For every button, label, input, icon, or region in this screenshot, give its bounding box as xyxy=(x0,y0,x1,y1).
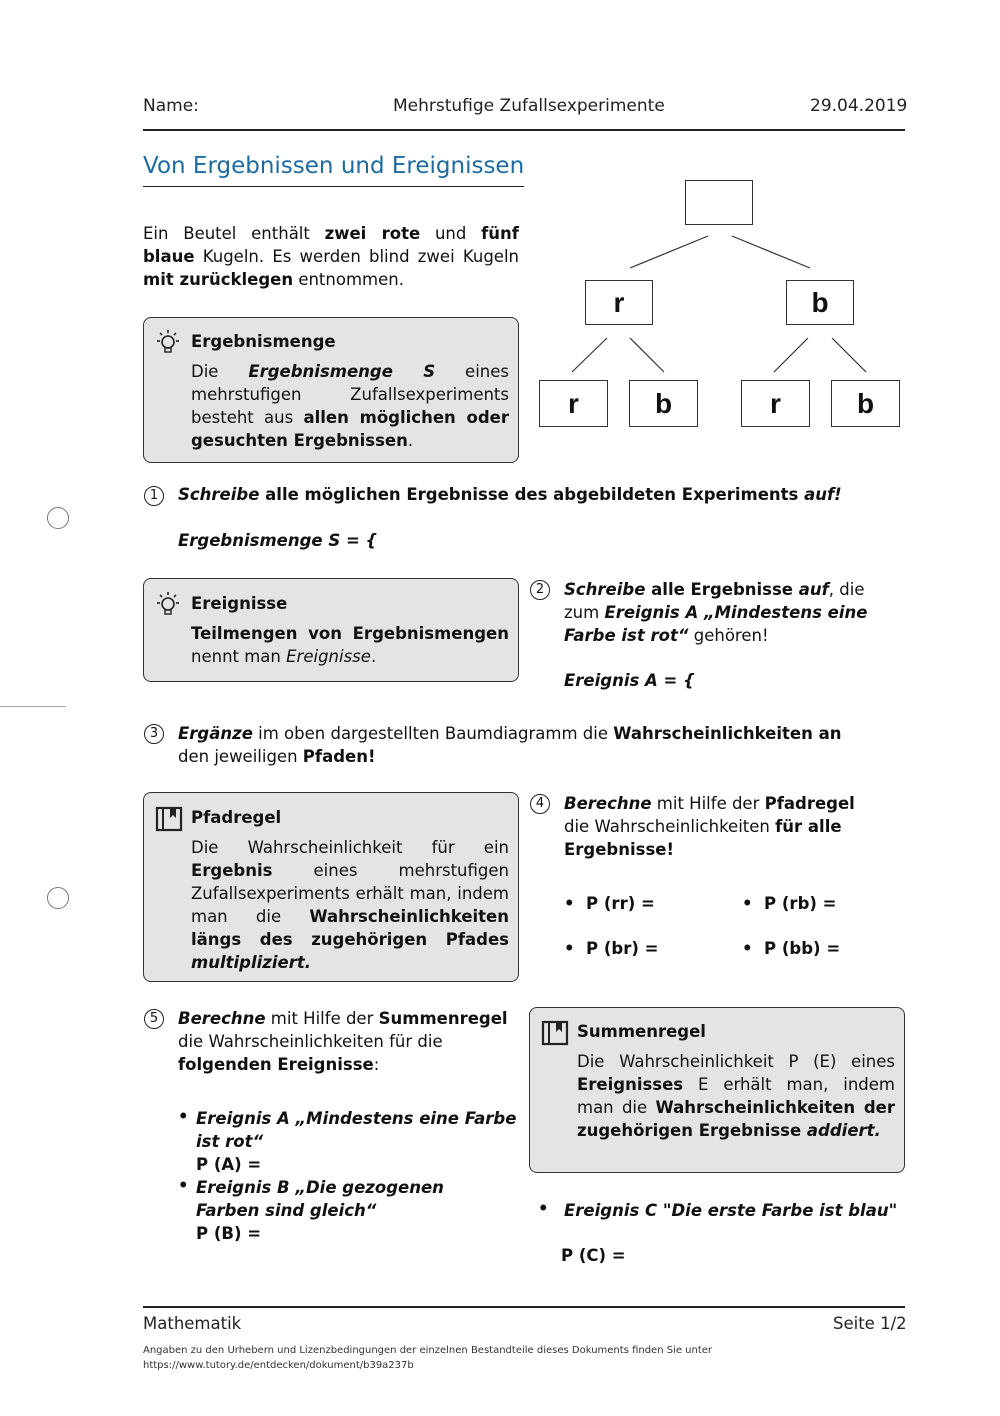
summenregel-b2: Wahrscheinlichkeiten der zugehörigen Ergebnisse xyxy=(577,1098,895,1140)
p-bb-label: P (bb) = xyxy=(764,939,841,958)
p-c-item[interactable] xyxy=(561,1244,626,1267)
pfadregel-bi1: multipliziert. xyxy=(191,953,312,972)
ergebnismenge-t3: . xyxy=(407,431,414,450)
summenregel-b1: Ereignisses xyxy=(577,1075,684,1094)
summenregel-title: Summenregel xyxy=(577,1022,706,1041)
intro-t3: Kugeln. Es werden blind zwei Kugeln xyxy=(194,247,519,266)
ereignisse-title: Ereignisse xyxy=(191,594,288,613)
ergebnismenge-answer-field[interactable] xyxy=(178,529,377,552)
event-a-bullet: • xyxy=(178,1107,189,1126)
task2-text xyxy=(564,578,904,647)
task-number-2: 2 xyxy=(530,580,550,600)
summenregel-t2: E erhält man, indem man die xyxy=(577,1075,895,1117)
task3-b1: Wahrscheinlichkeiten an xyxy=(613,724,842,743)
ereignis-a-answer-field[interactable] xyxy=(564,669,695,692)
header-rule xyxy=(143,129,905,131)
book-icon xyxy=(155,805,183,833)
task-number-4: 4 xyxy=(530,794,550,814)
task2-bi3: Ereignis A „Mindestens eine Farbe ist rot“ xyxy=(564,603,868,645)
header-topic: Mehrstufige Zufallsexperimente xyxy=(393,96,665,116)
task4-b2: für alle Ergebnisse! xyxy=(564,817,842,859)
branch-b-r xyxy=(774,338,808,372)
book-icon xyxy=(541,1019,569,1047)
event-b-item[interactable] xyxy=(196,1176,506,1245)
task2-bi2: auf xyxy=(798,580,829,599)
task1-b1: alle möglichen Ergebnisse des abgebildeten Experiments xyxy=(259,485,805,504)
footer-license-link[interactable]: https://www.tutory.de/entdecken/dokument/b39a237b xyxy=(143,1360,414,1371)
branch-root-r xyxy=(630,236,708,268)
ereignisse-t1: nennt man xyxy=(191,647,287,666)
ergebnismenge-text xyxy=(191,360,509,452)
footer-rule xyxy=(143,1306,905,1308)
pfadregel-b1: Ergebnis xyxy=(191,861,273,880)
p-c-label: P (C) = xyxy=(561,1246,626,1265)
task4-text xyxy=(564,792,884,861)
task1-answer-label: Ergebnismenge S = { xyxy=(178,531,378,550)
p-bb-item[interactable]: • P (bb) = xyxy=(742,939,841,958)
task3-text xyxy=(178,722,868,768)
header-date: 29.04.2019 xyxy=(810,96,908,116)
branch-root-b xyxy=(732,236,810,268)
event-c-bullet: • xyxy=(538,1199,549,1218)
intro-t1: Ein Beutel enthält xyxy=(143,224,325,243)
punch-hole-marker-top xyxy=(47,507,69,529)
fold-mark xyxy=(0,706,66,707)
event-b-label: Ereignis B „Die gezogenen Farben sind gleich“ xyxy=(196,1178,444,1220)
intro-b1: zwei rote xyxy=(324,224,421,243)
p-br-label: P (br) = xyxy=(586,939,659,958)
p-a-label: P (A) = xyxy=(196,1155,262,1174)
title-underline xyxy=(143,186,524,187)
pfadregel-b2: Wahrscheinlichkeiten längs des zugehörigen Pfades xyxy=(191,907,509,949)
task3-t2: den jeweiligen xyxy=(178,747,303,766)
ergebnismenge-bi1: Ergebnismenge S xyxy=(248,362,436,381)
task1-text xyxy=(178,483,898,506)
ergebnismenge-t1: Die xyxy=(191,362,249,381)
task5-b1: Summenregel xyxy=(378,1009,508,1028)
task2-t2: gehören! xyxy=(688,626,769,645)
lightbulb-icon xyxy=(154,590,182,618)
ereignisse-bi1: Ereignisse xyxy=(286,647,371,666)
task2-t1: , die zum xyxy=(564,580,865,622)
tree-node-level1-r: r xyxy=(585,280,653,325)
task2-answer-label: Ereignis A = { xyxy=(564,671,695,690)
page-title: Von Ergebnissen und Ereignissen xyxy=(143,153,525,179)
summenregel-t1: Die Wahrscheinlichkeit P (E) eines xyxy=(577,1052,895,1071)
p-br-item[interactable]: • P (br) = xyxy=(564,939,659,958)
task5-text xyxy=(178,1007,518,1076)
task5-t3: : xyxy=(373,1055,380,1074)
p-rb-item[interactable]: • P (rb) = xyxy=(742,894,837,913)
task3-b2: Pfaden! xyxy=(302,747,376,766)
ergebnismenge-title: Ergebnismenge xyxy=(191,332,336,351)
footer-page-number: Seite 1/2 xyxy=(833,1314,907,1333)
task5-b2: folgenden Ereignisse xyxy=(178,1055,374,1074)
ereignisse-text xyxy=(191,622,509,668)
intro-b2: fünf blaue xyxy=(143,224,519,266)
footer-license-note: Angaben zu den Urhebern und Lizenzbedingungen der einzelnen Bestandteile dieses Dokuments finden Sie unter xyxy=(143,1345,713,1356)
p-rr-item[interactable]: • P (rr) = xyxy=(564,894,655,913)
punch-hole-marker-bottom xyxy=(47,887,69,909)
task5-bi1: Berechne xyxy=(178,1009,266,1028)
p-b-label: P (B) = xyxy=(196,1224,262,1243)
tree-node-level2-rb: b xyxy=(629,380,698,427)
intro-text xyxy=(143,222,519,291)
event-c-item[interactable] xyxy=(564,1199,904,1222)
summenregel-bi1: addiert. xyxy=(806,1121,881,1140)
task4-bi1: Berechne xyxy=(564,794,652,813)
task-number-1: 1 xyxy=(144,486,164,506)
pfadregel-t2: eines mehrstufigen Zufallsexperiments erhält man, indem man die xyxy=(191,861,509,926)
event-c-label: Ereignis C "Die erste Farbe ist blau" xyxy=(564,1201,898,1220)
task1-bi2: auf! xyxy=(804,485,842,504)
task-number-3: 3 xyxy=(144,724,164,744)
branch-b-b xyxy=(832,338,866,372)
intro-t2: und xyxy=(420,224,482,243)
event-a-item[interactable] xyxy=(196,1107,526,1176)
task5-t1: mit Hilfe der xyxy=(265,1009,379,1028)
task2-bi1: Schreibe xyxy=(564,580,646,599)
tree-root-node xyxy=(685,180,753,225)
p-rb-label: P (rb) = xyxy=(764,894,837,913)
ergebnismenge-t2: eines mehrstufigen Zufallsexperiments besteht aus xyxy=(191,362,509,427)
event-a-label: Ereignis A „Mindestens eine Farbe ist rot“ xyxy=(196,1109,517,1151)
event-b-bullet: • xyxy=(178,1176,189,1195)
task-number-5: 5 xyxy=(144,1009,164,1029)
intro-t4: entnommen. xyxy=(293,270,404,289)
branch-r-r xyxy=(572,338,607,372)
ereignisse-t2: . xyxy=(370,647,377,666)
intro-b3: mit zurücklegen xyxy=(143,270,294,289)
task5-t2: die Wahrscheinlichkeiten für die xyxy=(178,1032,443,1051)
task1-bi1: Schreibe xyxy=(178,485,260,504)
tree-node-level2-bb: b xyxy=(831,380,900,427)
ereignisse-b1: Teilmengen von Ergebnismengen xyxy=(191,624,509,643)
tree-node-level2-br: r xyxy=(741,380,810,427)
task4-t1: mit Hilfe der xyxy=(651,794,765,813)
task3-t1: im oben dargestellten Baumdiagramm die xyxy=(252,724,614,743)
task4-b1: Pfadregel xyxy=(764,794,855,813)
pfadregel-title: Pfadregel xyxy=(191,808,282,827)
footer-subject: Mathematik xyxy=(143,1314,242,1333)
ergebnismenge-b1: allen möglichen oder gesuchten Ergebnissen xyxy=(191,408,509,450)
tree-node-level1-b: b xyxy=(786,280,854,325)
p-rr-label: P (rr) = xyxy=(586,894,655,913)
pfadregel-t1: Die Wahrscheinlichkeit für ein xyxy=(191,838,509,857)
task2-b1: alle Ergebnisse xyxy=(645,580,799,599)
task3-bi1: Ergänze xyxy=(178,724,253,743)
name-label: Name: xyxy=(143,96,199,116)
branch-r-b xyxy=(630,338,664,372)
lightbulb-icon xyxy=(154,328,182,356)
summenregel-text xyxy=(577,1050,895,1142)
pfadregel-text xyxy=(191,836,509,974)
tree-node-level2-rr: r xyxy=(539,380,608,427)
task4-t2: die Wahrscheinlichkeiten xyxy=(564,817,776,836)
